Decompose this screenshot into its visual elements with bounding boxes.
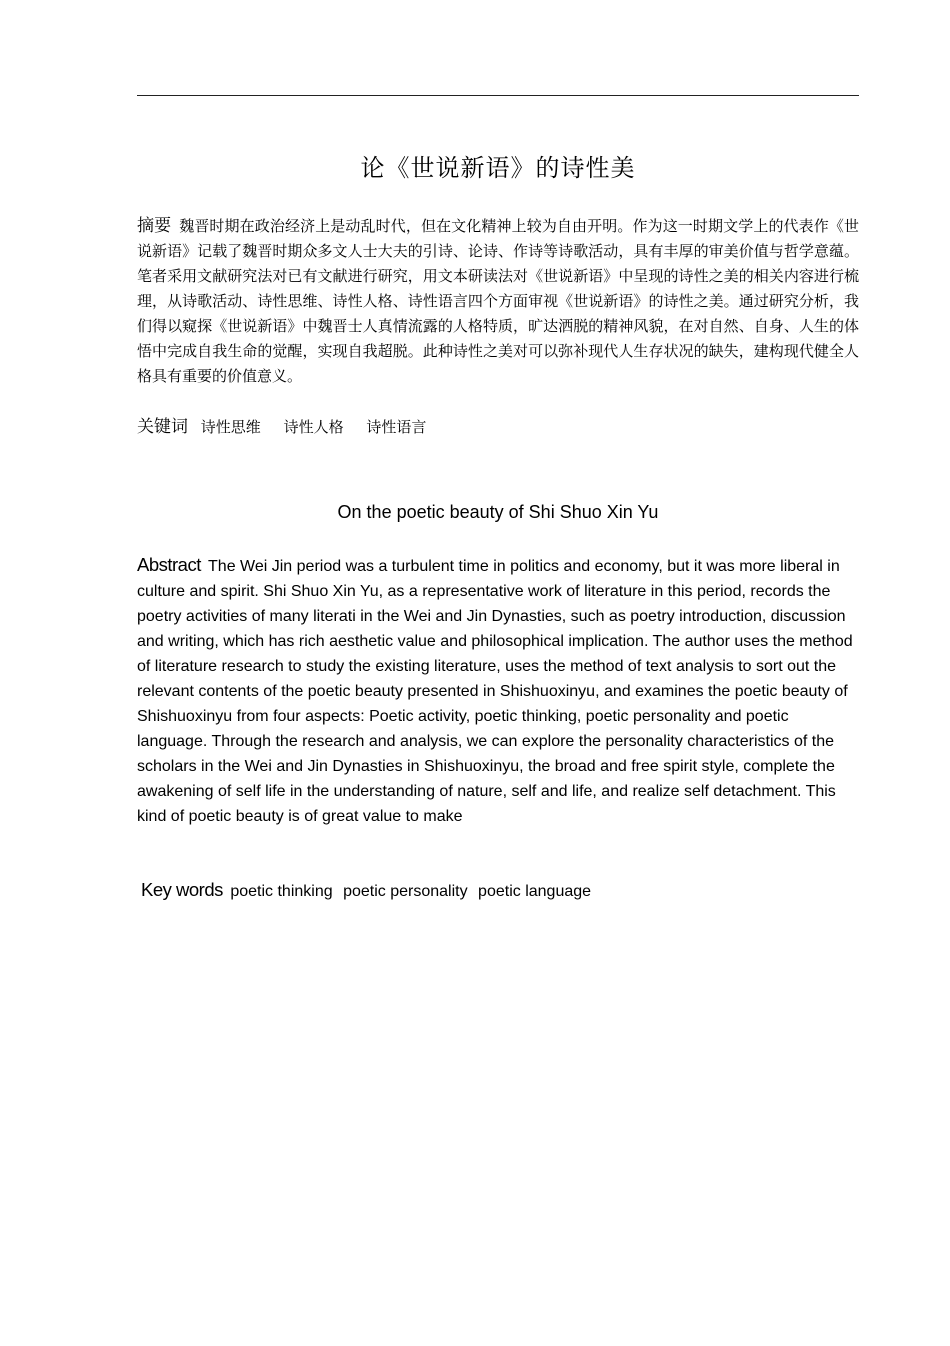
english-keywords-label: Key words (141, 879, 223, 900)
chinese-keyword: 诗性语言 (366, 418, 427, 436)
header-rule (137, 95, 859, 96)
english-abstract-text: The Wei Jin period was a turbulent time in politics and economy, but it was more liberal in culture and spirit. Shi Shuo Xin Yu, as a representative work of literature in this period, records the poetry activities of many literati in the Wei and Jin Dynasties, such as poetry introduction, discussion and writing, which has rich aesthetic value and philosophical implication. The author uses the method of literature research to study the existing literature, uses the method of text analysis to sort out the relevant contents of the poetic beauty presented in Shishuoxinyu, and examines the poetic beauty of Shishuoxinyu from four aspects: Poetic activity, poetic thinking, poetic personality and poetic language. Through the research and analysis, we can explore the personality characteristics of the scholars in the Wei and Jin Dynasties in Shishuoxinyu, the broad and free spirit style, complete the awakening of self life in the understanding of nature, self and life, and realize self detachment. This kind of poetic beauty is of great value to make (137, 558, 853, 825)
english-keyword: poetic language (478, 883, 592, 900)
chinese-abstract-label: 摘要 (137, 216, 172, 236)
english-abstract (137, 552, 861, 829)
chinese-keyword: 诗性人格 (283, 418, 344, 436)
chinese-title: 论《世说新语》的诗性美 (360, 154, 636, 182)
english-title: On the poetic beauty of Shi Shuo Xin Yu (337, 502, 659, 522)
chinese-keyword: 诗性思维 (200, 418, 261, 436)
chinese-keywords (137, 415, 859, 440)
english-abstract-label: Abstract (137, 554, 201, 575)
chinese-keywords-label: 关键词 (137, 417, 188, 437)
english-keywords (141, 877, 861, 904)
chinese-abstract-text: 魏晋时期在政治经济上是动乱时代，但在文化精神上较为自由开明。作为这一时期文学上的代表作《世说新语》记载了魏晋时期众多文人士大夫的引诗、论诗、作诗等诗歌活动，具有丰厚的审美价值与哲学意蕴。笔者采用文献研究法对已有文献进行研究，用文本研读法对《世说新语》中呈现的诗性之美的相关内容进行梳理，从诗歌活动、诗性思维、诗性人格、诗性语言四个方面审视《世说新语》的诗性之美。通过研究分析，我们得以窥探《世说新语》中魏晋士人真情流露的人格特质，旷达洒脱的精神风貌，在对自然、自身、人生的体悟中完成自我生命的觉醒，实现自我超脱。此种诗性之美对可以弥补现代人生存状况的缺失，建构现代健全人格具有重要的价值意义。 (137, 217, 859, 385)
chinese-abstract (137, 214, 859, 389)
english-keyword: poetic personality (343, 883, 468, 900)
english-keyword: poetic thinking (230, 883, 333, 900)
